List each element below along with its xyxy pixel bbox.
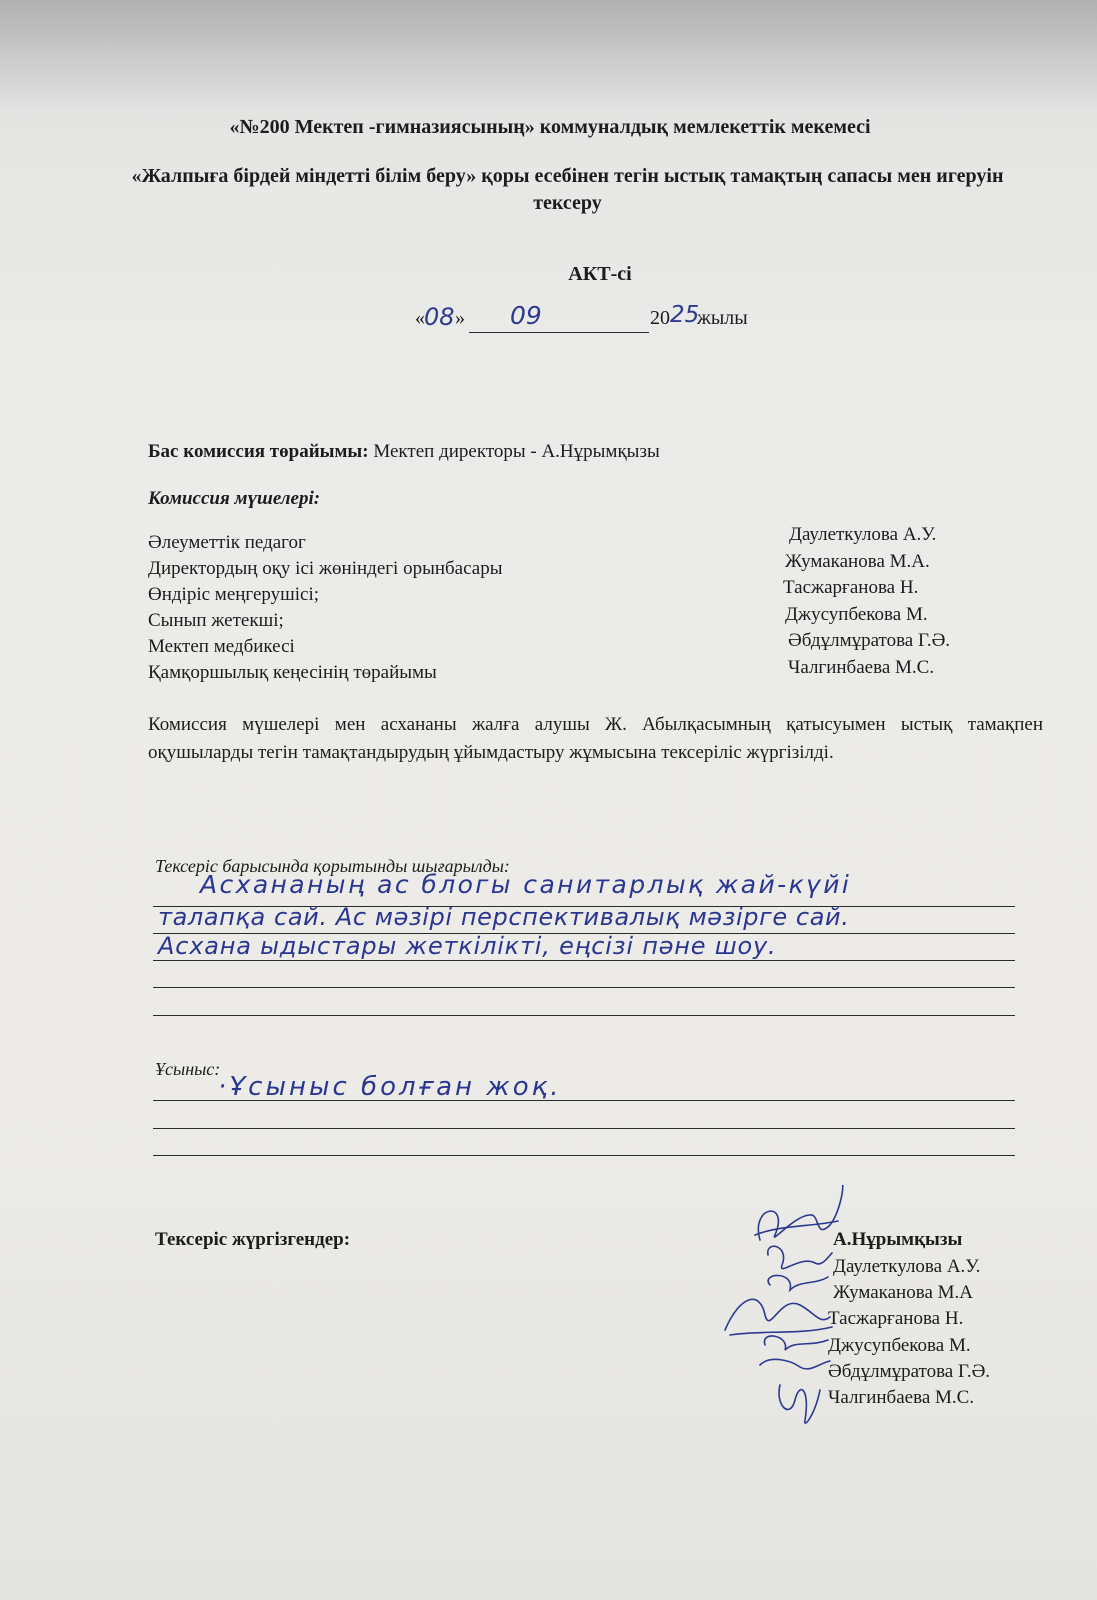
inspectors-label: Тексеріс жүргізгендер:: [155, 1229, 351, 1250]
conclusion-label: Тексеріс барысында қорытынды шығарылды:: [155, 856, 510, 876]
chair-value: Мектеп директоры - А.Нұрымқызы: [368, 441, 660, 462]
date-day: 08: [424, 303, 455, 331]
date-open-quote: «: [415, 307, 425, 329]
conclusion-handwriting: талапқа сай. Ас мәзірі перспективалық мәзірге сай.: [158, 903, 850, 931]
paper-shadow: [0, 0, 1097, 110]
member-name: Тасжарғанова Н.: [783, 577, 919, 598]
act-date: [415, 301, 815, 335]
member-role: Қамқоршылық кеңесінің төрайымы: [148, 662, 437, 683]
date-year-prefix: 20: [650, 307, 670, 329]
conclusion-handwriting: Асхананың ас блогы санитарлық жай-күйі: [200, 870, 852, 899]
commission-paragraph: Комиссия мүшелері мен асхананы жалға алушы Ж. Абылқасымның қатысуымен ыстық тамақпен оқушыларды тегін тамақтандырудың ұйымдастыру жұмысына тексеріліс жүргізілді.: [148, 714, 1043, 763]
chair-label: Бас комиссия төрайымы:: [148, 441, 369, 462]
member-role: Мектеп медбикесі: [148, 636, 295, 657]
act-subject: «Жалпыға бірдей міндетті білім беру» қоры есебінен тегін ыстық тамақтың сапасы мен игеруін тексеру: [131, 165, 1004, 214]
conclusion-handwriting: Асхана ыдыстары жеткілікті, еңсізі пәне шоу.: [158, 932, 777, 960]
conclusion-rule: [153, 987, 1015, 988]
date-year-suffix: 25: [670, 302, 700, 328]
proposal-rule: [153, 1155, 1015, 1156]
date-month-line: [469, 332, 649, 333]
inspector-name: Жумаканова М.А: [833, 1282, 973, 1303]
member-name: Даулеткулова А.У.: [789, 524, 937, 545]
act-heading: АКТ-сі: [568, 263, 632, 285]
institution-title: «№200 Мектеп -гимназиясының» коммуналдық мемлекеттік мекемесі: [229, 116, 871, 138]
member-role: Өндіріс меңгерушісі;: [148, 584, 320, 605]
proposal-rule: [153, 1128, 1015, 1129]
inspector-name: А.Нұрымқызы: [833, 1229, 963, 1250]
member-name: Әбдұлмұратова Г.Ә.: [788, 630, 951, 651]
conclusion-rule: [153, 960, 1015, 961]
member-name: Джусупбекова М.: [785, 604, 928, 625]
member-name: Чалгинбаева М.С.: [788, 657, 935, 678]
date-year-word: жылы: [697, 307, 748, 329]
conclusion-rule: [153, 1015, 1015, 1016]
date-month: 09: [510, 301, 542, 330]
proposal-label: Ұсыныс:: [155, 1059, 221, 1079]
inspector-name: Даулеткулова А.У.: [833, 1256, 981, 1277]
inspector-name: Тасжарғанова Н.: [828, 1308, 964, 1329]
member-role: Директордың оқу ісі жөніндегі орынбасары: [148, 558, 503, 579]
proposal-handwriting: ·Ұсыныс болған жоқ.: [218, 1072, 562, 1102]
member-role: Әлеуметтік педагог: [148, 532, 306, 553]
inspector-name: Чалгинбаева М.С.: [828, 1387, 975, 1408]
date-close-quote: »: [455, 307, 465, 329]
inspector-name: Джусупбекова М.: [828, 1335, 971, 1356]
member-role: Сынып жетекші;: [148, 610, 284, 631]
member-name: Жумаканова М.А.: [785, 551, 930, 572]
commission-chair: [148, 441, 660, 463]
members-title: Комиссия мүшелері:: [148, 488, 321, 509]
inspector-name: Әбдұлмұратова Г.Ә.: [828, 1361, 991, 1382]
